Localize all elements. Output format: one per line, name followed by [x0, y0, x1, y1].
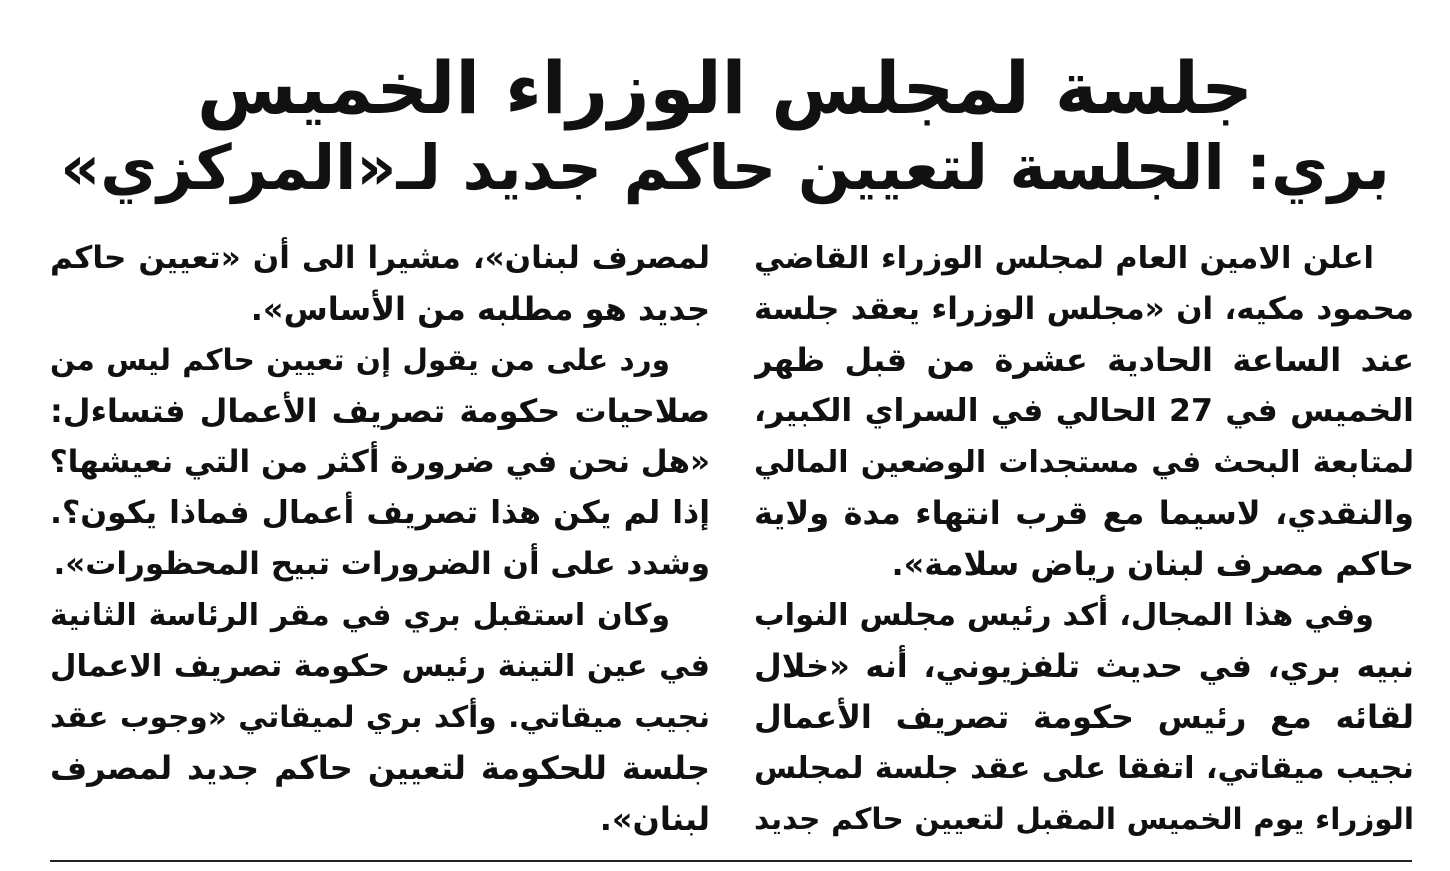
article-column-left	[50, 233, 710, 845]
article-line: وشدد على أن الضرورات تبيح المحظورات».	[53, 546, 710, 582]
article-line: جلسة للحكومة لتعيين حاكم جديد لمصرف	[50, 749, 710, 787]
headline-main: جلسة لمجلس الوزراء الخميس	[196, 46, 1254, 130]
article-line: اعلن الامين العام لمجلس الوزراء القاضي	[754, 241, 1374, 276]
article-line: عند الساعة الحادية عشرة من قبل ظهر	[754, 341, 1414, 379]
article-line: لمصرف لبنان»، مشيرا الى أن «تعيين حاكم	[50, 240, 710, 276]
article-line: «هل نحن في ضرورة أكثر من التي نعيشها؟	[50, 444, 710, 480]
article-line: نبيه بري، في حديث تلفزيوني، أنه «خلال	[754, 647, 1414, 685]
article-line: جديد هو مطلبه من الأساس».	[250, 290, 710, 328]
article-line: نجيب ميقاتي، اتفقا على عقد جلسة لمجلس	[754, 751, 1414, 786]
article-line: ورد على من يقول إن تعيين حاكم ليس من	[50, 343, 670, 377]
bottom-divider	[50, 860, 1412, 862]
article-column-right	[754, 233, 1414, 845]
article-line: نجيب ميقاتي. وأكد بري لميقاتي «وجوب عقد	[50, 700, 710, 734]
article-line: صلاحيات حكومة تصريف الأعمال فتساءل:	[50, 392, 710, 430]
article-line: الوزراء يوم الخميس المقبل لتعيين حاكم جديد	[754, 802, 1414, 836]
article-line: لبنان».	[599, 800, 710, 838]
article-line: لقائه مع رئيس حكومة تصريف الأعمال	[754, 698, 1414, 736]
article-line: حاكم مصرف لبنان رياض سلامة».	[891, 545, 1414, 583]
headline-subtitle: بري: الجلسة لتعيين حاكم جديد لـ«المركزي»	[60, 131, 1390, 204]
article-line: وفي هذا المجال، أكد رئيس مجلس النواب	[754, 598, 1374, 633]
article-line: في عين التينة رئيس حكومة تصريف الاعمال	[50, 649, 710, 684]
article-line: الخميس في 27 الحالي في السراي الكبير،	[754, 393, 1414, 429]
article-line: إذا لم يكن هذا تصريف أعمال فماذا يكون؟.	[50, 495, 710, 531]
article-line: محمود مكيه، ان «مجلس الوزراء يعقد جلسة	[754, 291, 1414, 327]
article-line: لمتابعة البحث في مستجدات الوضعين المالي	[754, 445, 1414, 480]
article-line: والنقدي، لاسيما مع قرب انتهاء مدة ولاية	[754, 494, 1414, 532]
article-line: وكان استقبل بري في مقر الرئاسة الثانية	[50, 598, 670, 633]
